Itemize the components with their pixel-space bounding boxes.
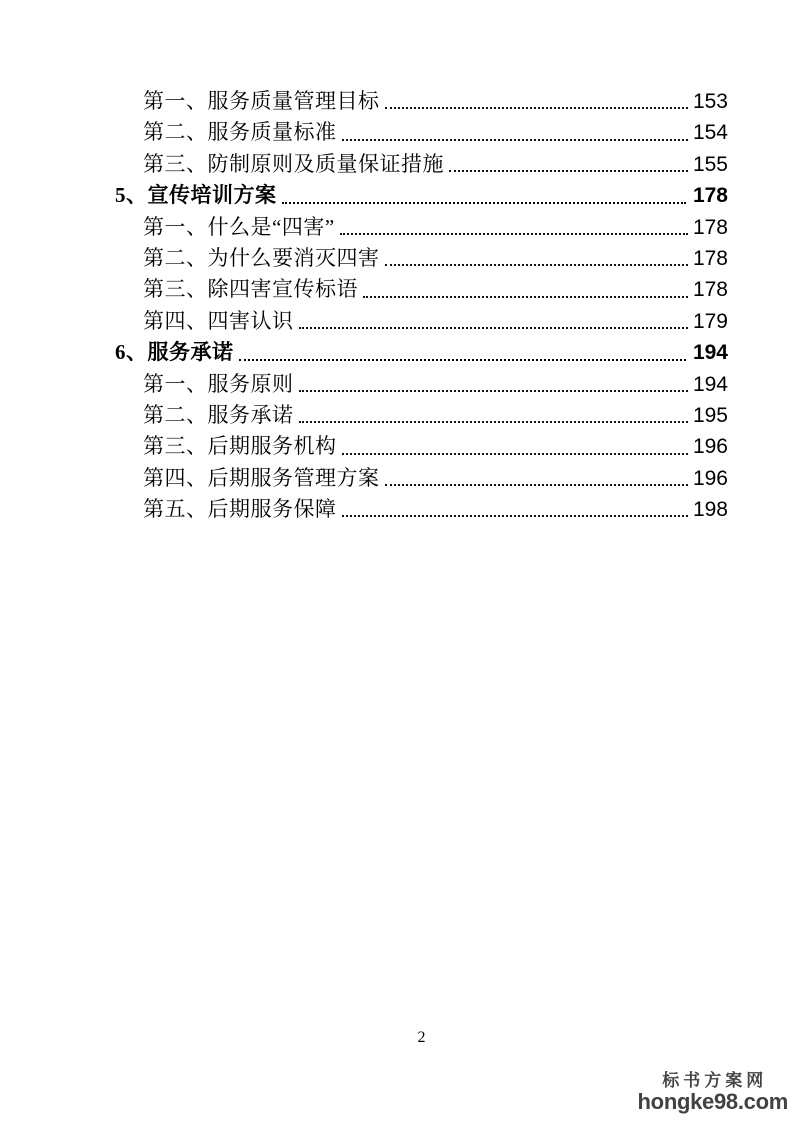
- toc-entry[interactable]: [115, 117, 728, 148]
- toc-leader-dots: [282, 202, 686, 204]
- toc-entry-label: 第二、服务承诺: [143, 402, 294, 427]
- toc-entry[interactable]: [115, 212, 728, 243]
- toc-leader-dots: [299, 390, 688, 392]
- watermark: [638, 1071, 788, 1113]
- toc-leader-dots: [385, 484, 688, 486]
- toc-entry-page-number: 155: [692, 152, 728, 176]
- toc-list: [115, 86, 728, 525]
- toc-entry[interactable]: [115, 180, 728, 211]
- toc-entry[interactable]: [115, 149, 728, 180]
- toc-entry-page-number: 196: [692, 435, 728, 459]
- toc-entry-page-number: 196: [692, 466, 728, 490]
- toc-entry-page-number: 195: [692, 403, 728, 427]
- toc-leader-dots: [385, 107, 688, 109]
- toc-leader-dots: [449, 170, 688, 172]
- toc-entry-page-number: 178: [692, 246, 728, 270]
- toc-leader-dots: [299, 327, 688, 329]
- toc-entry-label: 第四、四害认识: [143, 308, 294, 333]
- watermark-site-url: hongke98.com: [637, 1089, 788, 1114]
- toc-leader-dots: [299, 421, 688, 423]
- toc-entry[interactable]: [115, 369, 728, 400]
- toc-entry-label: 第三、防制原则及质量保证措施: [143, 151, 444, 176]
- toc-entry-label: 5、宣传培训方案: [115, 183, 277, 208]
- toc-leader-dots: [342, 515, 688, 517]
- toc-entry-page-number: 194: [692, 372, 728, 396]
- toc-leader-dots: [363, 296, 688, 298]
- toc-entry-page-number: 179: [692, 309, 728, 333]
- toc-entry[interactable]: [115, 400, 728, 431]
- page-number: 2: [417, 1029, 426, 1046]
- toc-entry-label: 第一、什么是“四害”: [143, 214, 335, 239]
- watermark-site-name: 标书方案网: [662, 1071, 768, 1090]
- toc-entry-page-number: 178: [692, 215, 728, 239]
- toc-leader-dots: [340, 233, 688, 235]
- toc-entry[interactable]: [115, 431, 728, 462]
- toc-leader-dots: [239, 359, 686, 361]
- toc-entry-label: 第二、服务质量标准: [143, 120, 337, 145]
- toc-entry[interactable]: [115, 337, 728, 368]
- toc-leader-dots: [385, 264, 688, 266]
- toc-entry-page-number: 154: [692, 121, 728, 145]
- toc-entry-label: 第一、服务原则: [143, 371, 294, 396]
- toc-entry[interactable]: [115, 274, 728, 305]
- toc-leader-dots: [342, 139, 688, 141]
- toc-entry[interactable]: [115, 494, 728, 525]
- toc-entry[interactable]: [115, 463, 728, 494]
- toc-entry-page-number: 194: [692, 341, 728, 365]
- toc-entry-label: 第一、服务质量管理目标: [143, 89, 380, 113]
- toc-entry-label: 第五、后期服务保障: [143, 497, 337, 522]
- toc-leader-dots: [342, 453, 688, 455]
- toc-entry[interactable]: [115, 86, 728, 117]
- toc-entry-page-number: 198: [692, 498, 728, 522]
- toc-entry-page-number: 153: [692, 90, 728, 113]
- toc-entry-label: 第二、为什么要消灭四害: [143, 245, 380, 270]
- toc-entry-page-number: 178: [692, 184, 728, 208]
- toc-entry-label: 第三、除四害宣传标语: [143, 277, 358, 302]
- toc-entry-label: 第三、后期服务机构: [143, 434, 337, 459]
- toc-entry-label: 第四、后期服务管理方案: [143, 465, 380, 490]
- toc-entry[interactable]: [115, 243, 728, 274]
- toc-entry[interactable]: [115, 306, 728, 337]
- toc-entry-page-number: 178: [692, 278, 728, 302]
- toc-entry-label: 6、服务承诺: [115, 340, 234, 365]
